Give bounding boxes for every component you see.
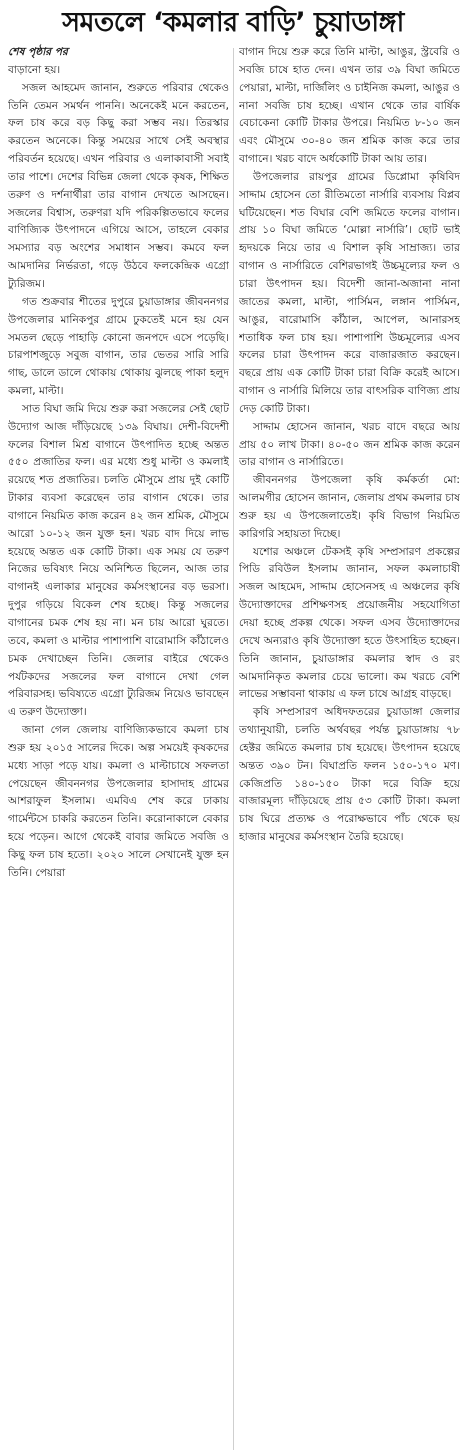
- article-paragraph: সাদ্দাম হোসেন জানান, খরচ বাদে বছরে আয় প্রায় ৫০ লাখ টাকা। ৪০-৫০ জন শ্রমিক কাজ করেন তার বাগান ও নার্সারিতে।: [239, 420, 460, 469]
- article-paragraph: যশোর অঞ্চলে টেকসই কৃষি সম্প্রসারণ প্রকল্পের পিডি রবিউল ইসলাম জানান, সফল কমলাচাষী সজল আহমেদ, সাদ্দাম হোসেনসহ এ অঞ্চলের কৃষি উদ্যোক্তাদের প্রশিক্ষণসহ প্রয়োজনীয় সহযোগিতা দেয়া হচ্ছে প্রকল্প থেকে। সফল এসব উদ্যোক্তাদের দেখে অন্যরাও কৃষি উদ্যোক্তা হতে উৎসাহিত হচ্ছেন। তিনি জানান, চুয়াডাঙ্গার কমলার স্বাদ ও রং আমদানিকৃত কমলার চেয়ে ভালো। কম খরচে বেশি লাভের সম্ভাবনা থাকায় এ ফল চাষে আগ্রহ বাড়ছে।: [239, 545, 460, 701]
- article-paragraph: সাত বিঘা জমি দিয়ে শুরু করা সজলের সেই ছোট উদ্যোগ আজ দাঁড়িয়েছে ১৩৯ বিঘায়। দেশী-বিদেশী ফলের বিশাল মিশ্র বাগানে উৎপাদিত হচ্ছে অন্তত ৫৫০ প্রজাতির ফল। এর মধ্যে শুধু মাল্টা ও কমলাই রয়েছে শত প্রজাতির। চলতি মৌসুমে প্রায় দুই কোটি টাকার ব্যবসা করেছেন তার বাগান থেকে। তার বাগানে নিয়মিত কাজ করেন ৪২ জন শ্রমিক, মৌসুমে আরো ১০-১২ জন যুক্ত হন। খরচ বাদ দিয়ে লাভ হয়েছে অন্তত এক কোটি টাকা। এক সময় যে তরুণ নিজের ভবিষ্যৎ নিয়ে অনিশ্চিত ছিলেন, আজ তার বাগানই এলাকার মানুষের কর্মসংস্থানের বড় ভরসা। দুপুর গড়িয়ে বিকেল শেষ হচ্ছে। কিন্তু সজলের বাগানের চমক শেষ হয় না। মন চায় আরো ঘুরতে। তবে, কমলা ও মাল্টার পাশাপাশি বারোমাসি কাঁঠালেও চমক দেখাচ্ছেন তিনি। জেলার বাইরে থেকেও পর্যটকদের সজলের ফল বাগানে দেখা গেল পরিবারসহ। ভবিষ্যতে এগ্রো ট্যুরিজম নিয়েও ভাবছেন এ তরুণ উদ্যোক্তা।: [8, 402, 229, 719]
- right-column: [239, 44, 460, 1452]
- article-paragraph: জানা গেল জেলায় বাণিজ্যিকভাবে কমলা চাষ শুরু হয় ২০১৫ সালের দিকে। অল্প সময়েই কৃষকদের মধ্যে সাড়া পড়ে যায়। কমলা ও মাল্টাচাষে সফলতা পেয়েছেন জীবননগর উপজেলার হাসাদাহ গ্রামের আশরাফুল ইসলাম। এমবিএ শেষ করে ঢাকায় গার্মেন্টসে চাকরি করতেন তিনি। করোনাকালে বেকার হয়ে পড়েন। আগে থেকেই বাবার জমিতে সবজি ও কিছু ফল চাষ হতো। ২০২০ সালে সেখানেই যুক্ত হন তিনি। পেয়ারা: [8, 724, 229, 879]
- article-paragraph: সজল আহমেদ জানান, শুরুতে পরিবার থেকেও তিনি তেমন সমর্থন পাননি। অনেকেই মনে করতেন, ফল চাষ করে বড় কিছু করা সম্ভব নয়। তিরস্কার করতেন অনেকে। কিন্তু সময়ের সাথে সেই অবস্থার পরিবর্তন হয়েছে। এখন পরিবার ও এলাকাবাসী সবাই তার পাশে। দেশের বিভিন্ন জেলা থেকে কৃষক, শিক্ষিত তরুণ ও দর্শনার্থীরা তার বাগান দেখতে আসছেন। সজলের বিশ্বাস, তরুণরা যদি পরিকল্পিতভাবে ফলের বাণিজ্যিক উৎপাদনে এগিয়ে আসে, তাহলে বেকার সমস্যার বড় অংশের সমাধান সম্ভব। কমবে ফল আমদানির নির্ভরতা, গড়ে উঠবে ফলকেন্দ্রিক এগ্রো ট্যুরিজম।: [8, 81, 229, 290]
- article-paragraph: উপজেলার রায়পুর গ্রামের ডিপ্লোমা কৃষিবিদ সাদ্দাম হোসেন তো রীতিমতো নার্সারি ব্যবসায় বিপ্লব ঘটিয়েছেন। শত বিঘার বেশি জমিতে ফলের বাগান। প্রায় ১০ বিঘা জমিতে ‘মোল্লা নার্সারি’। ছোট ভাই হৃদয়কে নিয়ে তার এ বিশাল কৃষি সাম্রাজ্য। তার বাগান ও নার্সারিতে বেশিরভাগই উচ্চমূল্যের ফল ও চারা উৎপাদন হয়। বিদেশী জানা-অজানা নানা জাতের কমলা, মাল্টা, পার্সিমন, লঙ্গান পার্সিমন, আঙুর, বারোমাসি কাঁঠাল, আপেল, আনারসহ শতাধিক ফল চাষ হয়। পাশাপাশি উচ্চমূল্যের এসব ফলের চারা উৎপাদন করে বাজারজাত করছেন। বছরে প্রায় এক কোটি টাকা চারা বিক্রি করেই আসে। বাগান ও নার্সারি মিলিয়ে তার বাৎসরিক বাণিজ্য প্রায় দেড় কোটি টাকা।: [239, 170, 460, 415]
- left-column-body: [8, 62, 229, 883]
- column-divider: [233, 48, 234, 1450]
- left-column: [8, 44, 229, 1452]
- jump-from-label: শেষ পৃষ্ঠার পর: [8, 46, 68, 58]
- headline: সমতলে ‘কমলার বাড়ি’ চুয়াডাঙ্গা: [62, 7, 404, 38]
- article-paragraph: বাড়ানো হয়।: [8, 63, 61, 76]
- article-paragraph: বাগান দিয়ে শুরু করে তিনি মাল্টা, আঙুর, স্ট্রবেরি ও সবজি চাষে হাত দেন। এখন তার ৩৯ বিঘা জমিতে পেয়ারা, মাল্টা, দার্জিলিং ও চাইনিজ কমলা, আঙুর ও নানা সবজি চাষ হচ্ছে। এখান থেকে তার বার্ষিক বেচাকেনা কোটি টাকার উপরে। নিয়মিত ৮-১০ জন এবং মৌসুমে ৩০-৪০ জন শ্রমিক কাজ করে তার বাগানে। খরচ বাদে অর্ধকোটি টাকা আয় তার।: [239, 46, 460, 166]
- article-paragraph: গত শুক্রবার শীতের দুপুরে চুয়াডাঙ্গার জীবননগর উপজেলার মানিকপুর গ্রামে ঢুকতেই মনে হয় যেন সমতল ছেড়ে পাহাড়ি কোনো জনপদে এসে পড়েছি। চারপাশজুড়ে সবুজ বাগান, তার ভেতর সারি সারি গাছ, ডালে ডালে থোকায় থোকায় ঝুলছে পাকা হলুদ কমলা, মাল্টা।: [8, 295, 229, 398]
- article-paragraph: জীবননগর উপজেলা কৃষি কর্মকর্তা মো: আলমগীর হোসেন জানান, জেলায় প্রথম কমলার চাষ শুরু হয় এ উপজেলাতেই। কৃষি বিভাগ নিয়মিত কারিগরি সহায়তা দিচ্ছে।: [239, 474, 460, 540]
- right-column-body: [239, 44, 460, 847]
- article-paragraph: কৃষি সম্প্রসারণ অধিদফতরের চুয়াডাঙ্গা জেলার তথ্যানুযায়ী, চলতি অর্থবছর পর্যন্ত চুয়াডাঙ্গায় ৭৮ হেক্টর জমিতে কমলার চাষ হয়েছে। উৎপাদন হয়েছে অন্তত ৩৯০ টন। বিঘাপ্রতি ফলন ১৫০-১৭০ মণ। কেজিপ্রতি ১৪০-১৫০ টাকা দরে বিক্রি হয়ে বাজারমূল্য দাঁড়িয়েছে প্রায় ৫৩ কোটি টাকা। কমলা চাষ ঘিরে প্রত্যক্ষ ও পরোক্ষভাবে পাঁচ থেকে ছয় হাজার মানুষের কর্মসংস্থান তৈরি হয়েছে।: [239, 706, 460, 844]
